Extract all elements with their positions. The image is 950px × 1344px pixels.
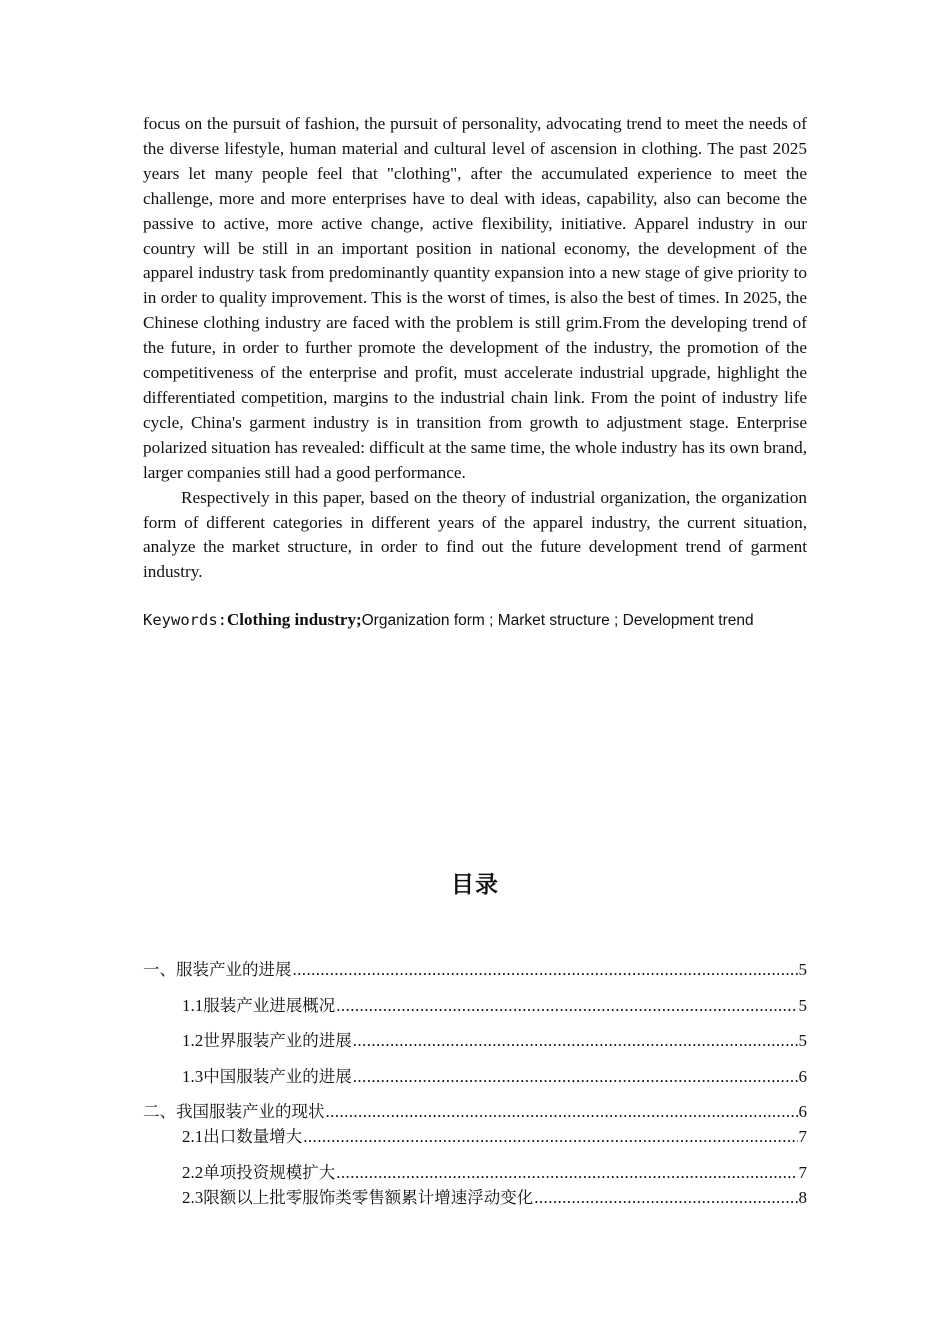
- abstract-section: [143, 112, 807, 633]
- toc-leader-dots: [353, 1067, 798, 1087]
- toc-entry-page: 5: [798, 960, 807, 979]
- toc-entry-2-2[interactable]: [182, 1159, 807, 1185]
- abstract-paragraph-1: focus on the pursuit of fashion, the pursuit of personality, advocating trend to meet the needs of the diverse lifestyle, human material and cultural level of ascension in clothing. The past 2025 years let many people feel that "clothing", after the accumulated experience to meet the challenge, more and more enterprises have to deal with ideas, capability, also can become the passive to active, more active change, active flexibility, initiative. Apparel industry in our country will be still in an important position in national economy, the development of the apparel industry task from predominantly quantity expansion into a new stage of give priority to in order to quality improvement. This is the worst of times, is also the best of times. In 2025, the Chinese clothing industry are faced with the problem is still grim.From the developing trend of the future, in order to further promote the development of the industry, the promotion of the competitiveness of the enterprise and profit, must accelerate industrial upgrade, highlight the differentiated competition, margins to the industrial chain link. From the point of industry life cycle, China's garment industry is in transition from growth to adjustment stage. Enterprise polarized situation has revealed: difficult at the same time, the whole industry has its own brand, larger companies still had a good performance.: [143, 114, 807, 482]
- keywords: [143, 607, 807, 633]
- toc-entry-1-1[interactable]: [182, 992, 807, 1018]
- toc-leader-dots: [534, 1188, 797, 1208]
- keywords-first: Clothing industry;: [227, 610, 362, 630]
- toc-entry-label: 单项投资规模扩大: [203, 1163, 336, 1182]
- toc-entry-page: 6: [798, 1102, 807, 1121]
- toc-entry-page: 7: [798, 1163, 807, 1182]
- toc-entry-label: 服装产业进展概况: [203, 996, 336, 1015]
- toc-title: 目录: [451, 872, 499, 898]
- toc-entry-1-2[interactable]: [182, 1027, 807, 1053]
- toc-entry-page: 7: [798, 1127, 807, 1146]
- toc-entry-2-3[interactable]: [182, 1184, 807, 1210]
- toc-entry-number: 1.1: [182, 996, 204, 1015]
- toc-entry-label: 中国服装产业的进展: [203, 1067, 352, 1086]
- toc-entry-number: 2.1: [182, 1127, 204, 1146]
- abstract-paragraph-2: Respectively in this paper, based on the theory of industrial organization, the organization form of different categories in different years of the apparel industry, the current situation, analyze the market structure, in order to find out the future development trend of garment industry.: [143, 487, 807, 582]
- toc-entry-label: 二、我国服装产业的现状: [143, 1102, 325, 1121]
- toc-entry-number: 1.3: [182, 1067, 204, 1086]
- keywords-rest: Organization form ; Market structure ; Development trend: [361, 612, 754, 630]
- toc-leader-dots: [336, 996, 797, 1016]
- toc-entry-page: 6: [798, 1067, 807, 1086]
- toc-entry-label: 世界服装产业的进展: [203, 1031, 352, 1050]
- toc-entry-label: 一、服装产业的进展: [143, 960, 292, 979]
- toc-entry-2-1[interactable]: [182, 1123, 807, 1149]
- toc-leader-dots: [303, 1127, 797, 1147]
- toc-entry-number: 1.2: [182, 1031, 204, 1050]
- toc-entry-1[interactable]: [143, 956, 807, 982]
- toc-entry-number: 2.2: [182, 1163, 204, 1182]
- toc-entry-1-3[interactable]: [182, 1063, 807, 1089]
- toc-leader-dots: [293, 960, 798, 980]
- toc-entry-label: 出口数量增大: [203, 1127, 303, 1146]
- toc-leader-dots: [326, 1102, 798, 1122]
- toc-entry-number: 2.3: [182, 1188, 204, 1207]
- toc-entry-page: 8: [798, 1188, 807, 1207]
- keywords-label: Keywords:: [143, 611, 227, 630]
- toc-entry-page: 5: [798, 996, 807, 1015]
- toc-entry-page: 5: [798, 1031, 807, 1050]
- toc-entry-2[interactable]: [143, 1098, 807, 1124]
- toc-leader-dots: [336, 1163, 797, 1183]
- toc-leader-dots: [353, 1031, 798, 1051]
- toc-entry-label: 限额以上批零服饰类零售额累计增速浮动变化: [203, 1188, 534, 1207]
